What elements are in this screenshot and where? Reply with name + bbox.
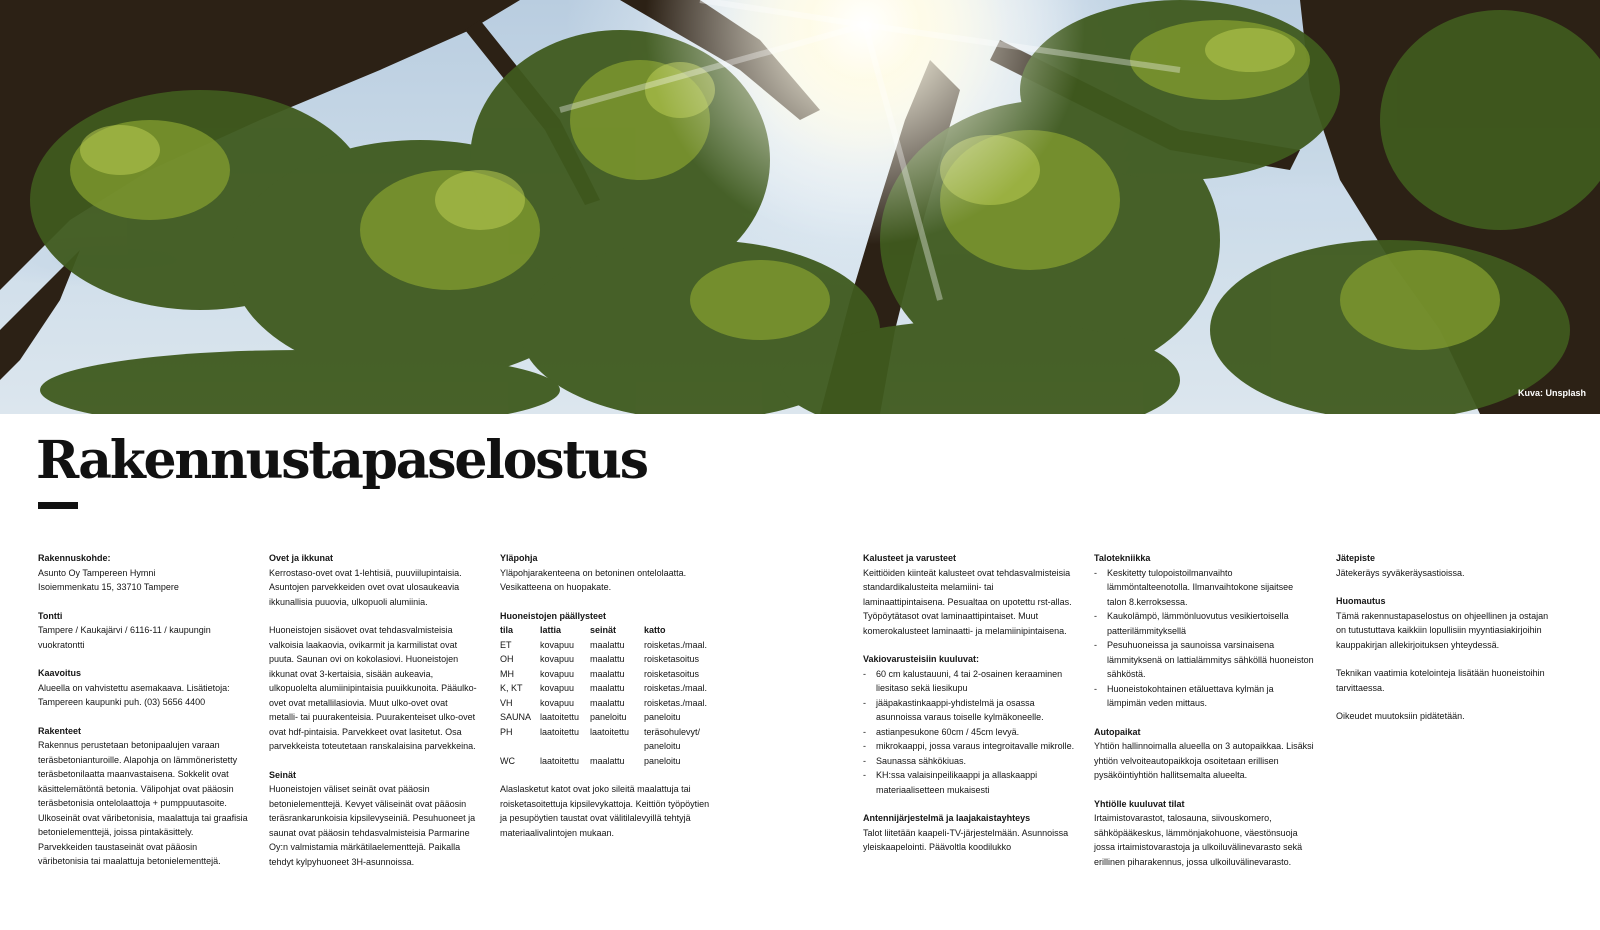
section-kalusteet xyxy=(863,551,1075,638)
section-heading: Rakennuskohde: xyxy=(38,553,111,563)
table-header-cell: seinät xyxy=(590,625,617,635)
table-header-cell: katto xyxy=(644,625,666,635)
section-heading: Yläpohja xyxy=(500,553,538,563)
section-heading: Jätepiste xyxy=(1336,553,1376,563)
column-5 xyxy=(1094,551,1314,883)
section-text: Tampere / Kaukajärvi / 6116-11 / kaupungin vuokratontti xyxy=(38,625,211,650)
table-row xyxy=(500,667,720,682)
section-heading: Talotekniikka xyxy=(1094,553,1151,563)
section-tontti xyxy=(38,609,250,653)
table-cell: WC xyxy=(500,755,515,766)
table-cell: roisketas./maal. xyxy=(644,683,708,693)
section-antenni xyxy=(863,811,1075,855)
section-yhtion-tilat xyxy=(1094,797,1314,870)
table-cell: roisketas./maal. xyxy=(644,639,708,650)
table-cell: kovapuu xyxy=(540,697,575,708)
section-ovet-ja-ikkunat xyxy=(269,551,479,754)
section-text: Asunto Oy Tampereen Hymni Isoiemmenkatu 15, 33710 Tampere xyxy=(38,567,179,592)
section-talotekniikka xyxy=(1094,551,1314,711)
section-heading: Vakiovarusteisiin kuuluvat: xyxy=(863,654,980,664)
list-item: - Saunassa sähkökiuas. xyxy=(863,754,1075,769)
table-cell: MH xyxy=(500,668,514,679)
section-paallysteet xyxy=(500,609,720,769)
table-cell: roisketasoitus xyxy=(644,668,700,679)
column-1 xyxy=(38,551,250,883)
table-header-row xyxy=(500,623,720,638)
section-rakenteet xyxy=(38,724,250,869)
table-row xyxy=(500,725,720,754)
section-text: Huoneistojen sisäovet ovat tehdasvalmisteisia valkoisia laakaovia, ovikarmit ja karmilistat ovat puuta. Saunan ovi on kokolasiovi. Huoneistojen ikkunat ovat 3-kertaisia, sisään aukeavia, ulkopuolelta alumiinipintaisia puuikkunoita. Pääulko-ovet ovat metallilasiovia. Muut ulko-ovet ovat metalli- tai puurakenteisia. Puurakenteiset ulko-ovet ovat hdf-pintaisia. Parvekkeet ovat lasitetut. Osa parvekkeista toteutetaan ranskalaisina parvekkeina. xyxy=(269,625,477,751)
tree-canopy-image xyxy=(0,0,1600,414)
page-title: Rakennustapaselostus xyxy=(36,430,647,491)
section-heading: Kalusteet ja varusteet xyxy=(863,553,957,563)
section-heading: Yhtiölle kuuluvat tilat xyxy=(1094,798,1185,809)
table-cell: VH xyxy=(500,697,513,708)
section-text: Keittiöiden kiinteät kalusteet ovat tehdasvalmisteisia standardikalusteita melamiini- tai laminaattipintaisena. Pesualtaa on upotettu rst-allas. Työpöytätasot ovat laminaattipintaiset. Muut komerokalusteet laminaatti- ja melamiinipintaisena. xyxy=(863,567,1072,636)
section-heading: Huoneistojen päällysteet xyxy=(500,610,607,621)
section-text: Jätekeräys syväkeräysastioissa. xyxy=(1336,567,1465,578)
finishes-table xyxy=(500,623,720,768)
table-cell: maalattu xyxy=(590,668,625,679)
section-autopaikat xyxy=(1094,725,1314,783)
table-cell: maalattu xyxy=(590,755,625,766)
table-row xyxy=(500,681,720,696)
table-header-cell: lattia xyxy=(540,625,562,635)
section-kaavoitus xyxy=(38,666,250,710)
column-6 xyxy=(1336,551,1556,738)
section-heading: Ovet ja ikkunat xyxy=(269,553,334,563)
section-text: Kerrostaso-ovet ovat 1-lehtisiä, puuviilupintaisia. Asuntojen parvekkeiden ovet ovat ulosaukeavia ikkunallisia puuovia, ulkopuoli alumiinia. xyxy=(269,567,462,607)
column-3 xyxy=(500,551,720,854)
section-ylapohja xyxy=(500,551,720,595)
table-cell: paneloitu xyxy=(590,712,627,722)
section-text: Irtaimistovarastot, talosauna, siivouskomero, sähköpääkeskus, lämmönjakohuone, väestönsuoja jossa irtaimistovarastoja ja ulkoiluvälinevarasto sekä erillinen piharakennus, jossa ulkoiluvälinevarasto. xyxy=(1094,813,1303,867)
table-cell: SAUNA xyxy=(500,712,532,722)
table-cell: K, KT xyxy=(500,683,523,693)
table-cell: maalattu xyxy=(590,683,625,693)
list-item: - jääpakastinkaappi-yhdistelmä ja osassa asunnoissa varaus toiselle kylmäkoneelle. xyxy=(863,696,1075,725)
table-cell: teräsohulevyt/ paneloitu xyxy=(644,726,701,751)
section-heading: Tontti xyxy=(38,610,63,621)
table-cell: ET xyxy=(500,639,512,650)
section-text: Oikeudet muutoksiin pidätetään. xyxy=(1336,711,1465,721)
section-heading: Autopaikat xyxy=(1094,726,1141,737)
table-row xyxy=(500,754,720,769)
section-vakiovarusteet xyxy=(863,652,1075,797)
section-heading: Huomautus xyxy=(1336,596,1386,606)
section-rakennuskohde xyxy=(38,551,250,595)
title-underline xyxy=(38,502,78,509)
table-cell: PH xyxy=(500,726,513,737)
section-text: Alueella on vahvistettu asemakaava. Lisätietoja: Tampereen kaupunki puh. (03) 5656 4400 xyxy=(38,682,230,707)
section-text: Yhtiön hallinnoimalla alueella on 3 autopaikkaa. Lisäksi yhtiön velvoiteautopaikkoja osoitetaan erillisen pysäköintiyhtiön hallitsemalta alueelta. xyxy=(1094,741,1314,780)
list-item: - KH:ssa valaisinpeilikaappi ja allaskaappi materiaalisetteen mukaisesti xyxy=(863,768,1075,797)
table-cell: laatoitettu xyxy=(590,726,630,737)
section-text: Talot liitetään kaapeli-TV-järjestelmään. Asunnoissa yleiskaapelointi. Päävoltla koodilukko xyxy=(863,827,1069,852)
hero-photo xyxy=(0,0,1600,414)
table-row xyxy=(500,696,720,711)
table-cell: laatoitettu xyxy=(540,726,580,737)
section-seinat xyxy=(269,768,479,870)
table-cell: kovapuu xyxy=(540,639,575,650)
table-row xyxy=(500,638,720,653)
list-item: - Keskitetty tulopoistoilmanvaihto lämmöntalteenotolla. Ilmanvaihtokone sijaitsee talon 8.kerroksessa. xyxy=(1094,566,1314,610)
table-cell: laatoitettu xyxy=(540,755,580,766)
section-heading: Rakenteet xyxy=(38,725,82,736)
section-text: Teknikan vaatimia kotelointeja lisätään huoneistoihin tarvittaessa. xyxy=(1336,668,1545,693)
table-cell: roisketas./maal. xyxy=(644,697,708,708)
column-2 xyxy=(269,551,479,883)
section-heading: Kaavoitus xyxy=(38,668,82,678)
section-katot xyxy=(500,782,720,840)
section-heading: Antennijärjestelmä ja laajakaistayhteys xyxy=(863,813,1031,823)
section-jatepiste xyxy=(1336,551,1556,580)
list-item: - mikrokaappi, jossa varaus integroitavalle mikrolle. xyxy=(863,739,1075,754)
table-cell: kovapuu xyxy=(540,683,575,693)
section-heading: Seinät xyxy=(269,769,297,780)
section-text: Yläpohjarakenteena on betoninen ontelolaatta. Vesikatteena on huopakate. xyxy=(500,567,687,592)
section-text: Alaslasketut katot ovat joko sileitä maalattuja tai roisketasoitettuja kipsilevykattoja. Keittiön työpöytien ja pesupöytien taustat ovat välitilalevyillä tehtyjä materiaalivalintojen mukaan. xyxy=(500,784,710,838)
section-text: Huoneistojen väliset seinät ovat pääosin betonielementtejä. Kevyet väliseinät ovat pääosin teräsrankarunkoisia kipsilevyseiniä. Pesuhuoneet ja saunat ovat pääosin tehdasvalmisteisia Parmarine Oy:n valmistamia märkätilaelementtejä. Paikalla tehdyt kylpyhuoneet 3H-asunnoissa. xyxy=(269,784,476,867)
list-item: - 60 cm kalustauuni, 4 tai 2-osainen keraaminen liesitaso sekä liesikupu xyxy=(863,667,1075,696)
table-row xyxy=(500,710,720,725)
table-cell: maalattu xyxy=(590,654,625,664)
table-cell: kovapuu xyxy=(540,654,575,664)
list-item: - Kaukolämpö, lämmönluovutus vesikiertoisella patterilämmityksellä xyxy=(1094,609,1314,638)
photo-credit: Kuva: Unsplash xyxy=(1517,388,1586,398)
table-cell: paneloitu xyxy=(644,755,681,766)
table-cell: maalattu xyxy=(590,697,625,708)
list-item: - astianpesukone 60cm / 45cm levyä. xyxy=(863,725,1075,740)
list-item: - Pesuhuoneissa ja saunoissa varsinaisena lämmityksenä on lattialämmitys sähköllä huoneiston sähköstä. xyxy=(1094,638,1314,682)
table-cell: maalattu xyxy=(590,639,625,650)
table-cell: laatoitettu xyxy=(540,712,580,722)
tech-list xyxy=(1094,566,1314,711)
table-cell: OH xyxy=(500,654,514,664)
table-cell: roisketasoitus xyxy=(644,654,700,664)
table-cell: kovapuu xyxy=(540,668,575,679)
table-cell: paneloitu xyxy=(644,712,681,722)
section-text: Tämä rakennustapaselostus on ohjeellinen ja ostajan on tutustuttava kaikkiin lopullisiin myyntiasiakirjoihin kauppakirjan allekirjoituksen yhteydessä. xyxy=(1336,610,1549,650)
section-huomautus xyxy=(1336,594,1556,724)
equipment-list xyxy=(863,667,1075,798)
section-text: Rakennus perustetaan betonipaalujen varaan teräsbetonianturoille. Alapohja on lämmöneristetty teräsbetonilaatta maanvastaisena. Sokkelit ovat käsittelemätöntä betonia. Välipohjat ovat pääosin teräsbetonisia ontelolaattoja + pumppuutasoite. Ulkoseinät ovat väribetonisia, maalattuja tai graafisia betonielementtejä, joissa pintakäsittely. Parvekkeiden taustaseinät ovat pääosin väribetonisia tai maalattuja betonielementtejä. xyxy=(38,740,248,866)
table-row xyxy=(500,652,720,667)
table-header-cell: tila xyxy=(500,625,514,635)
list-item: - Huoneistokohtainen etäluettava kylmän ja lämpimän veden mittaus. xyxy=(1094,682,1314,711)
column-4 xyxy=(863,551,1075,869)
